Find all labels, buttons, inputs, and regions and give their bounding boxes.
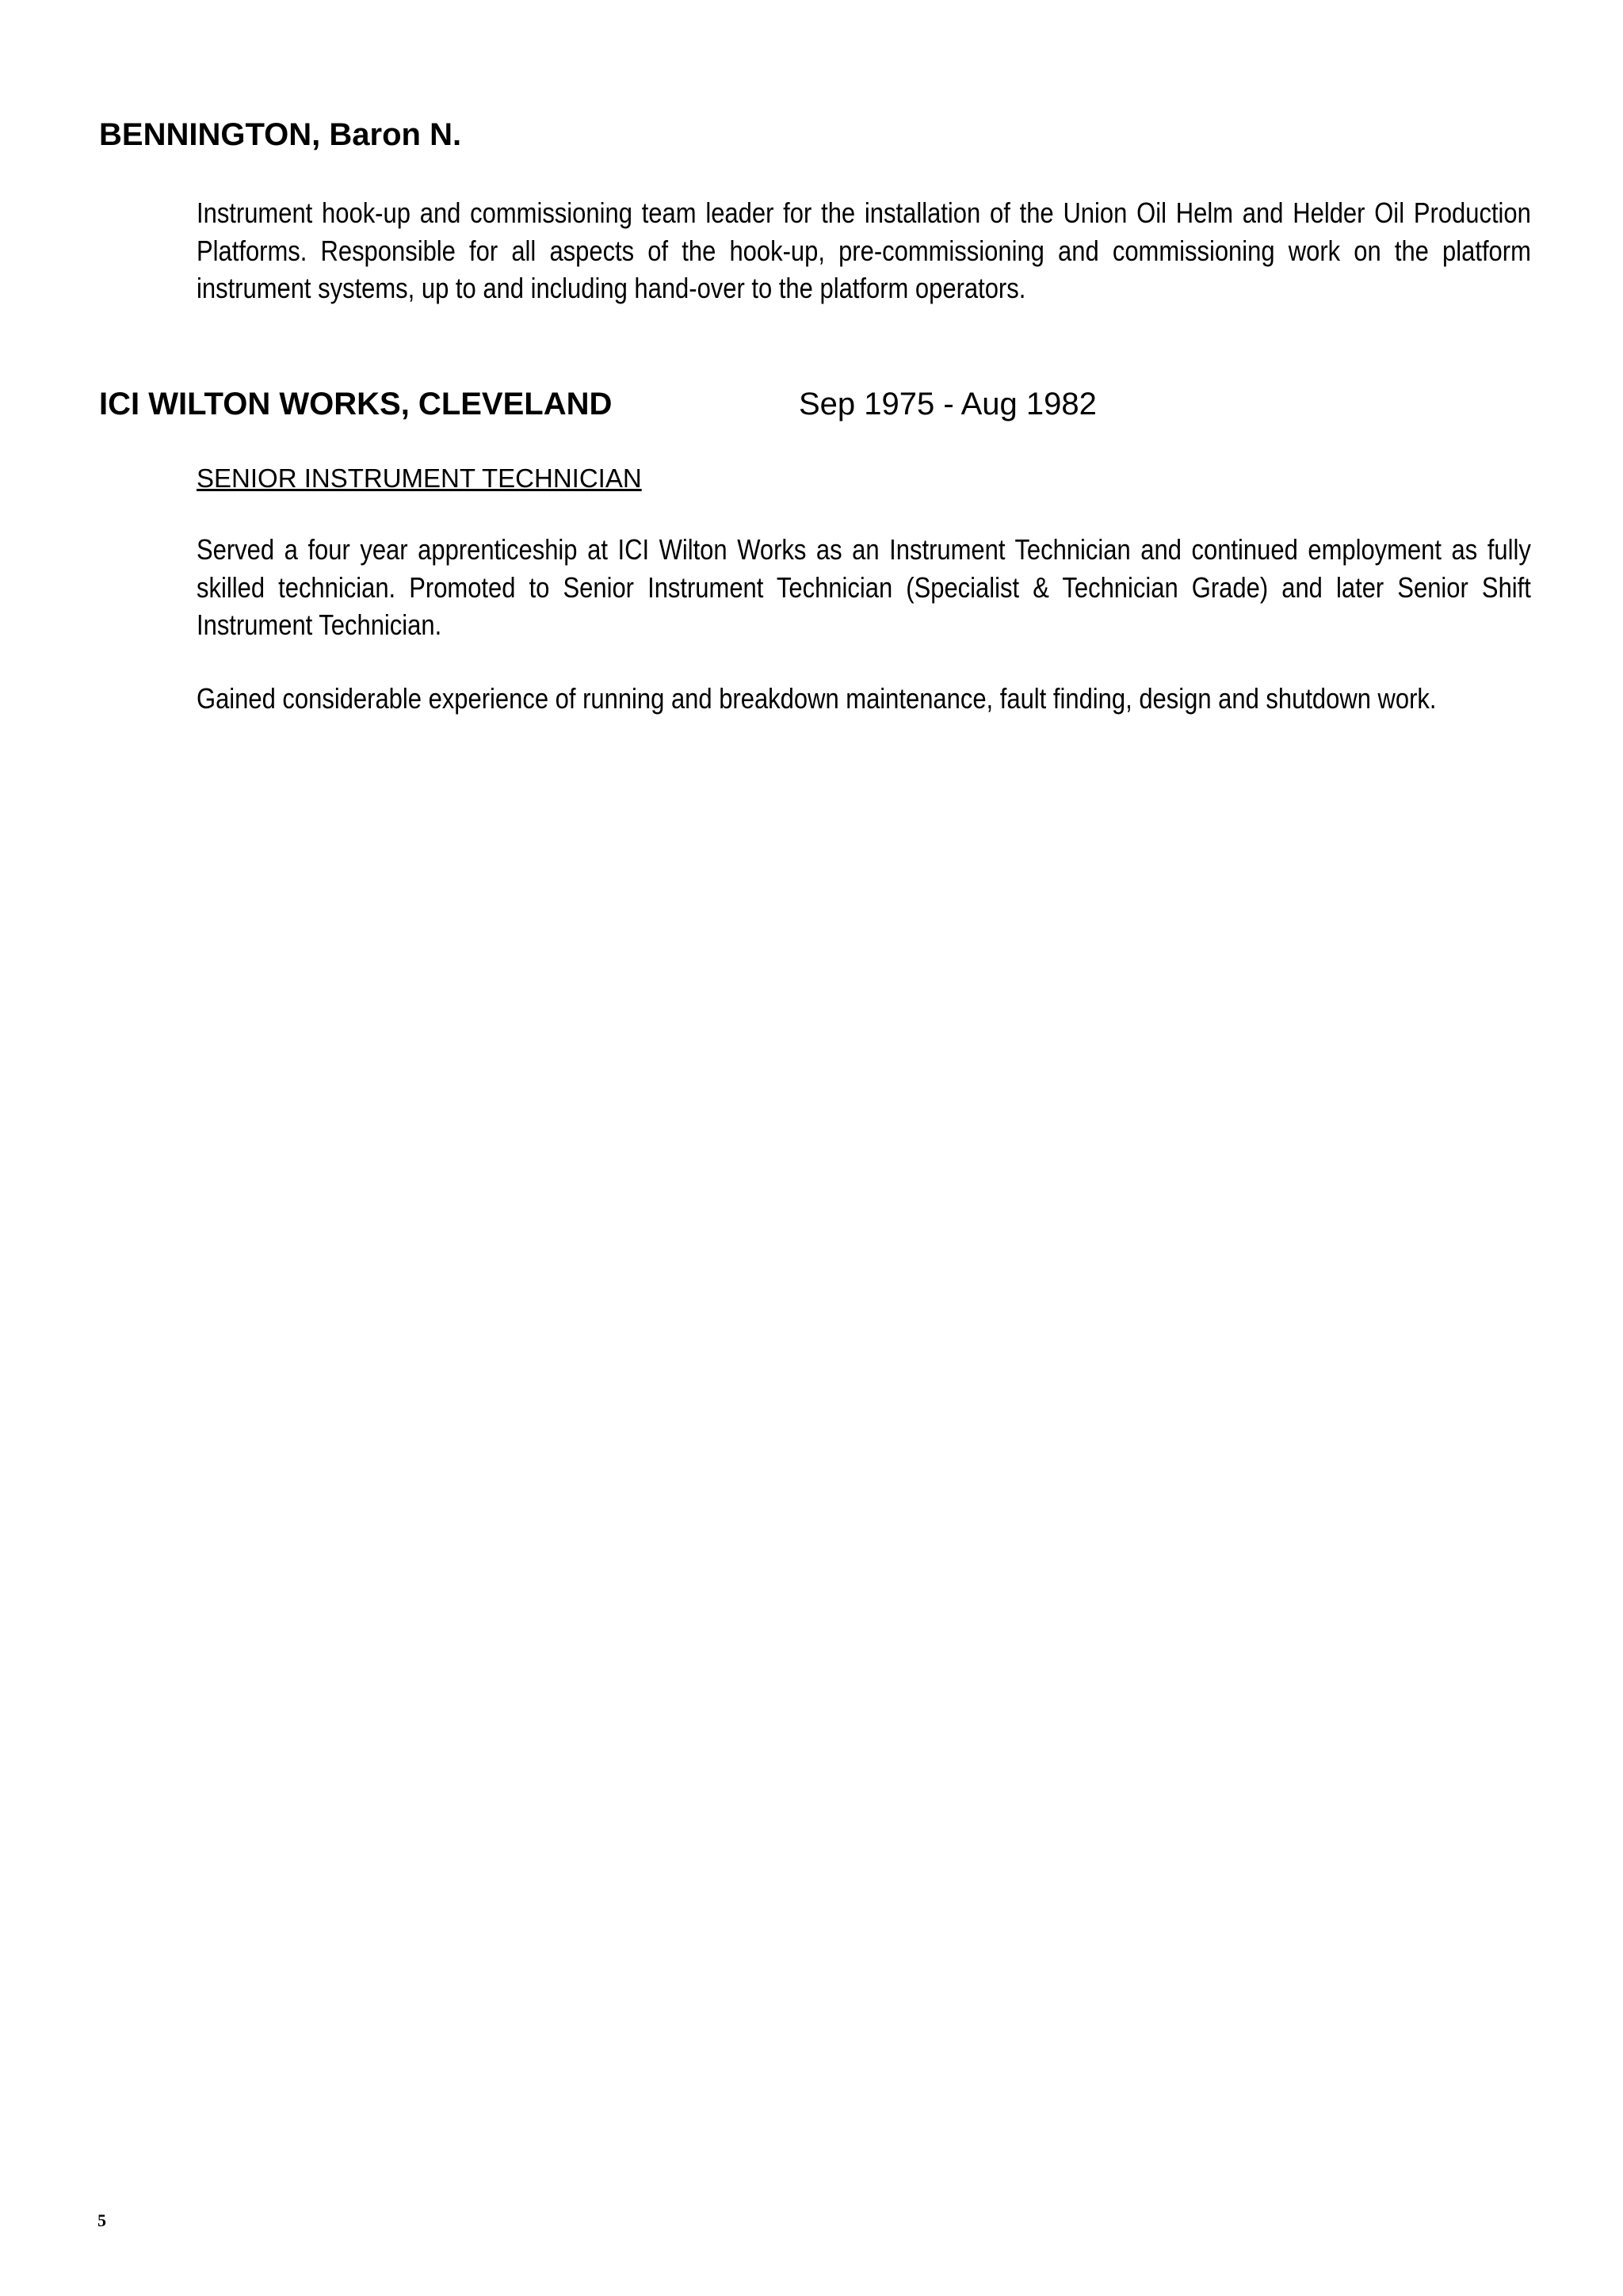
employment-paragraph-text: Gained considerable experience of running and breakdown maintenance, fault finding, design and shutdown work. bbox=[197, 682, 1437, 715]
candidate-name-heading: BENNINGTON, Baron N. bbox=[99, 117, 462, 152]
employment-paragraph bbox=[197, 680, 1437, 718]
employment-dates: Sep 1975 - Aug 1982 bbox=[799, 387, 1097, 421]
page-number: 5 bbox=[97, 2210, 106, 2230]
employment-paragraph bbox=[197, 531, 1531, 644]
employer-name: ICI WILTON WORKS, CLEVELAND bbox=[99, 387, 613, 421]
employment-paragraph-text: Served a four year apprenticeship at ICI Wilton Works as an Instrument Technician and continued employment as fully skilled technician. Promoted to Senior Instrument Technician (Specialist & Technician Grade) and later Senior Shift Instrument Technician. bbox=[197, 533, 1531, 641]
job-title: SENIOR INSTRUMENT TECHNICIAN bbox=[197, 463, 642, 493]
employment-section-header bbox=[99, 383, 1541, 425]
previous-role-description bbox=[197, 194, 1531, 307]
previous-role-description-text: Instrument hook-up and commissioning team leader for the installation of the Union Oil Helm and Helder Oil Production Platforms. Responsible for all aspects of the hook-up, pre-commissioning and commissioning work on the platform instrument systems, up to and including hand-over to the platform operators. bbox=[197, 196, 1531, 304]
